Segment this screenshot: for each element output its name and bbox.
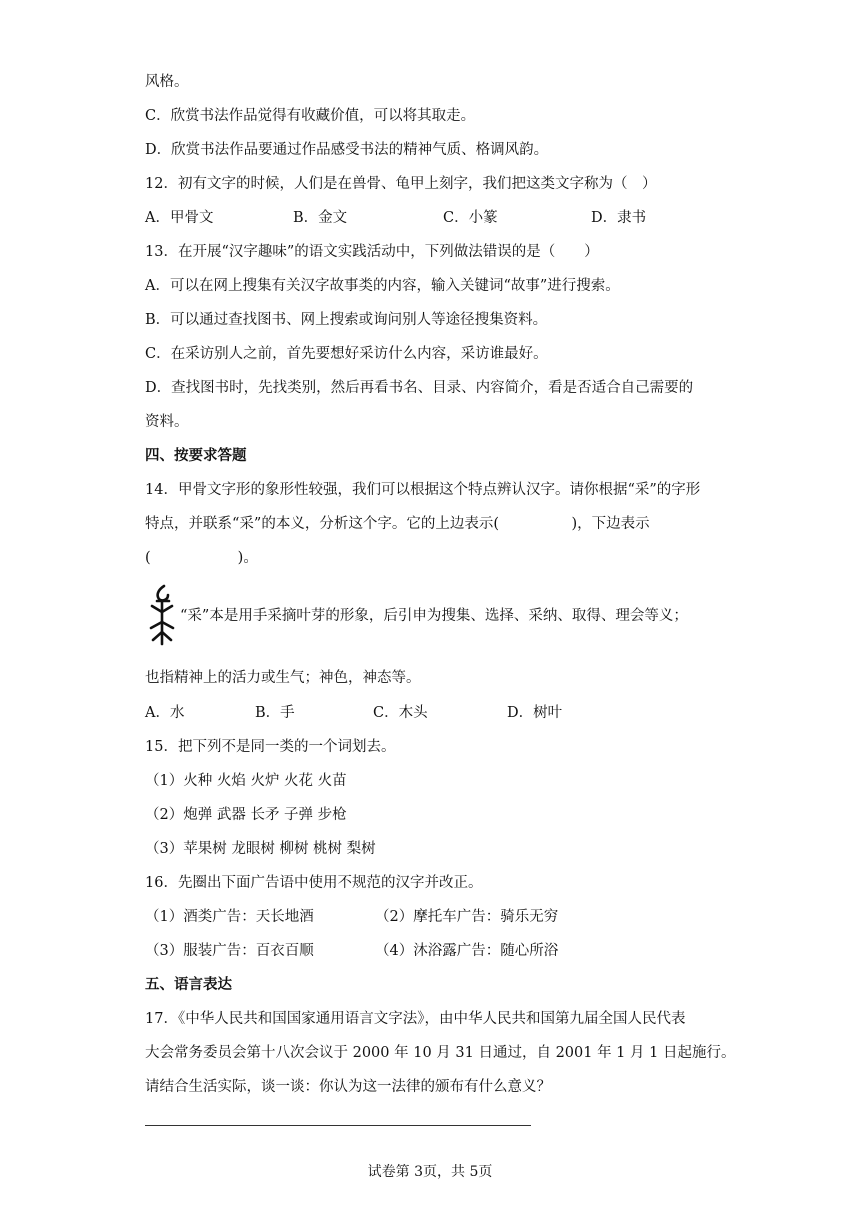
question-17-cont: 大会常务委员会第十八次会议于 2000 年 10 月 31 日通过，自 2001 年 1 月 1 日起施行。 xyxy=(145,1045,736,1061)
q14-option-a: A．水 xyxy=(145,705,185,721)
q15-item-1: （1）火种 火焰 火炉 火花 火苗 xyxy=(145,773,347,789)
question-14-cont: 特点，并联系“采”的本义，分析这个字。它的上边表示( )，下边表示 xyxy=(145,516,650,532)
option-c: C．欣赏书法作品觉得有收藏价值，可以将其取走。 xyxy=(145,108,476,124)
option-d: D．欣赏书法作品要通过作品感受书法的精神气质、格调风韵。 xyxy=(145,142,549,158)
q15-item-2: （2）炮弹 武器 长矛 子弹 步枪 xyxy=(145,807,347,823)
q12-option-c: C．小篆 xyxy=(443,210,498,226)
question-14-blank: ( )。 xyxy=(145,550,258,566)
q16-row-2 xyxy=(145,941,765,961)
section-heading-5: 五、语言表达 xyxy=(145,976,232,993)
q13-option-c: C．在采访别人之前，首先要想好采访什么内容，采访谁最好。 xyxy=(145,346,548,362)
glyph-description: “采”本是用手采摘叶芽的形象，后引申为搜集、选择、采纳、取得、理会等义； xyxy=(180,608,688,624)
q14-option-d: D．树叶 xyxy=(507,705,563,721)
q13-option-d: D．查找图书时，先找类别，然后再看书名、目录、内容简介，看是否适合自己需要的 xyxy=(145,380,694,396)
q12-option-d: D．隶书 xyxy=(591,210,647,226)
section-heading-4: 四、按要求答题 xyxy=(145,447,247,464)
question-16: 16．先圈出下面广告语中使用不规范的汉字并改正。 xyxy=(145,875,483,891)
q12-options xyxy=(145,208,765,228)
page-footer: 试卷第 3页，共 5页 xyxy=(367,1164,493,1180)
question-13: 13．在开展“汉字趣味”的语文实践活动中，下列做法错误的是（ ） xyxy=(145,244,599,260)
q12-option-b: B．金文 xyxy=(293,210,348,226)
answer-line xyxy=(145,1125,531,1126)
q16-item-2: （2）摩托车广告：骑乐无穷 xyxy=(375,909,559,925)
question-12: 12．初有文字的时候，人们是在兽骨、龟甲上刻字，我们把这类文字称为（ ） xyxy=(145,176,657,192)
q14-options xyxy=(145,703,765,723)
q16-item-3: （3）服装广告：百衣百顺 xyxy=(145,943,314,959)
q15-item-3: （3）苹果树 龙眼树 柳树 桃树 梨树 xyxy=(145,841,376,857)
q14-option-c: C．木头 xyxy=(373,705,428,721)
q13-option-a: A．可以在网上搜集有关汉字故事类的内容，输入关键词“故事”进行搜索。 xyxy=(145,278,620,294)
question-15: 15．把下列不是同一类的一个词划去。 xyxy=(145,739,396,755)
q16-item-4: （4）沐浴露广告：随心所浴 xyxy=(375,943,559,959)
text-line: 风格。 xyxy=(145,74,189,90)
question-17-prompt: 请结合生活实际，谈一谈：你认为这一法律的颁布有什么意义？ xyxy=(145,1079,551,1095)
q16-item-1: （1）酒类广告：天长地酒 xyxy=(145,909,314,925)
glyph-description-cont: 也指精神上的活力或生气；神色，神态等。 xyxy=(145,670,421,686)
q13-option-d-cont: 资料。 xyxy=(145,414,189,430)
q13-option-b: B．可以通过查找图书、网上搜索或询问别人等途径搜集资料。 xyxy=(145,312,548,328)
q12-option-a: A．甲骨文 xyxy=(145,210,214,226)
oracle-bone-cai-icon xyxy=(148,584,176,646)
question-14: 14．甲骨文字形的象形性较强，我们可以根据这个特点辨认汉字。请你根据“采”的字形 xyxy=(145,482,701,498)
q16-row-1 xyxy=(145,907,765,927)
question-17: 17．《中华人民共和国国家通用语言文字法》，由中华人民共和国第九届全国人民代表 xyxy=(145,1011,686,1027)
q14-option-b: B．手 xyxy=(255,705,295,721)
